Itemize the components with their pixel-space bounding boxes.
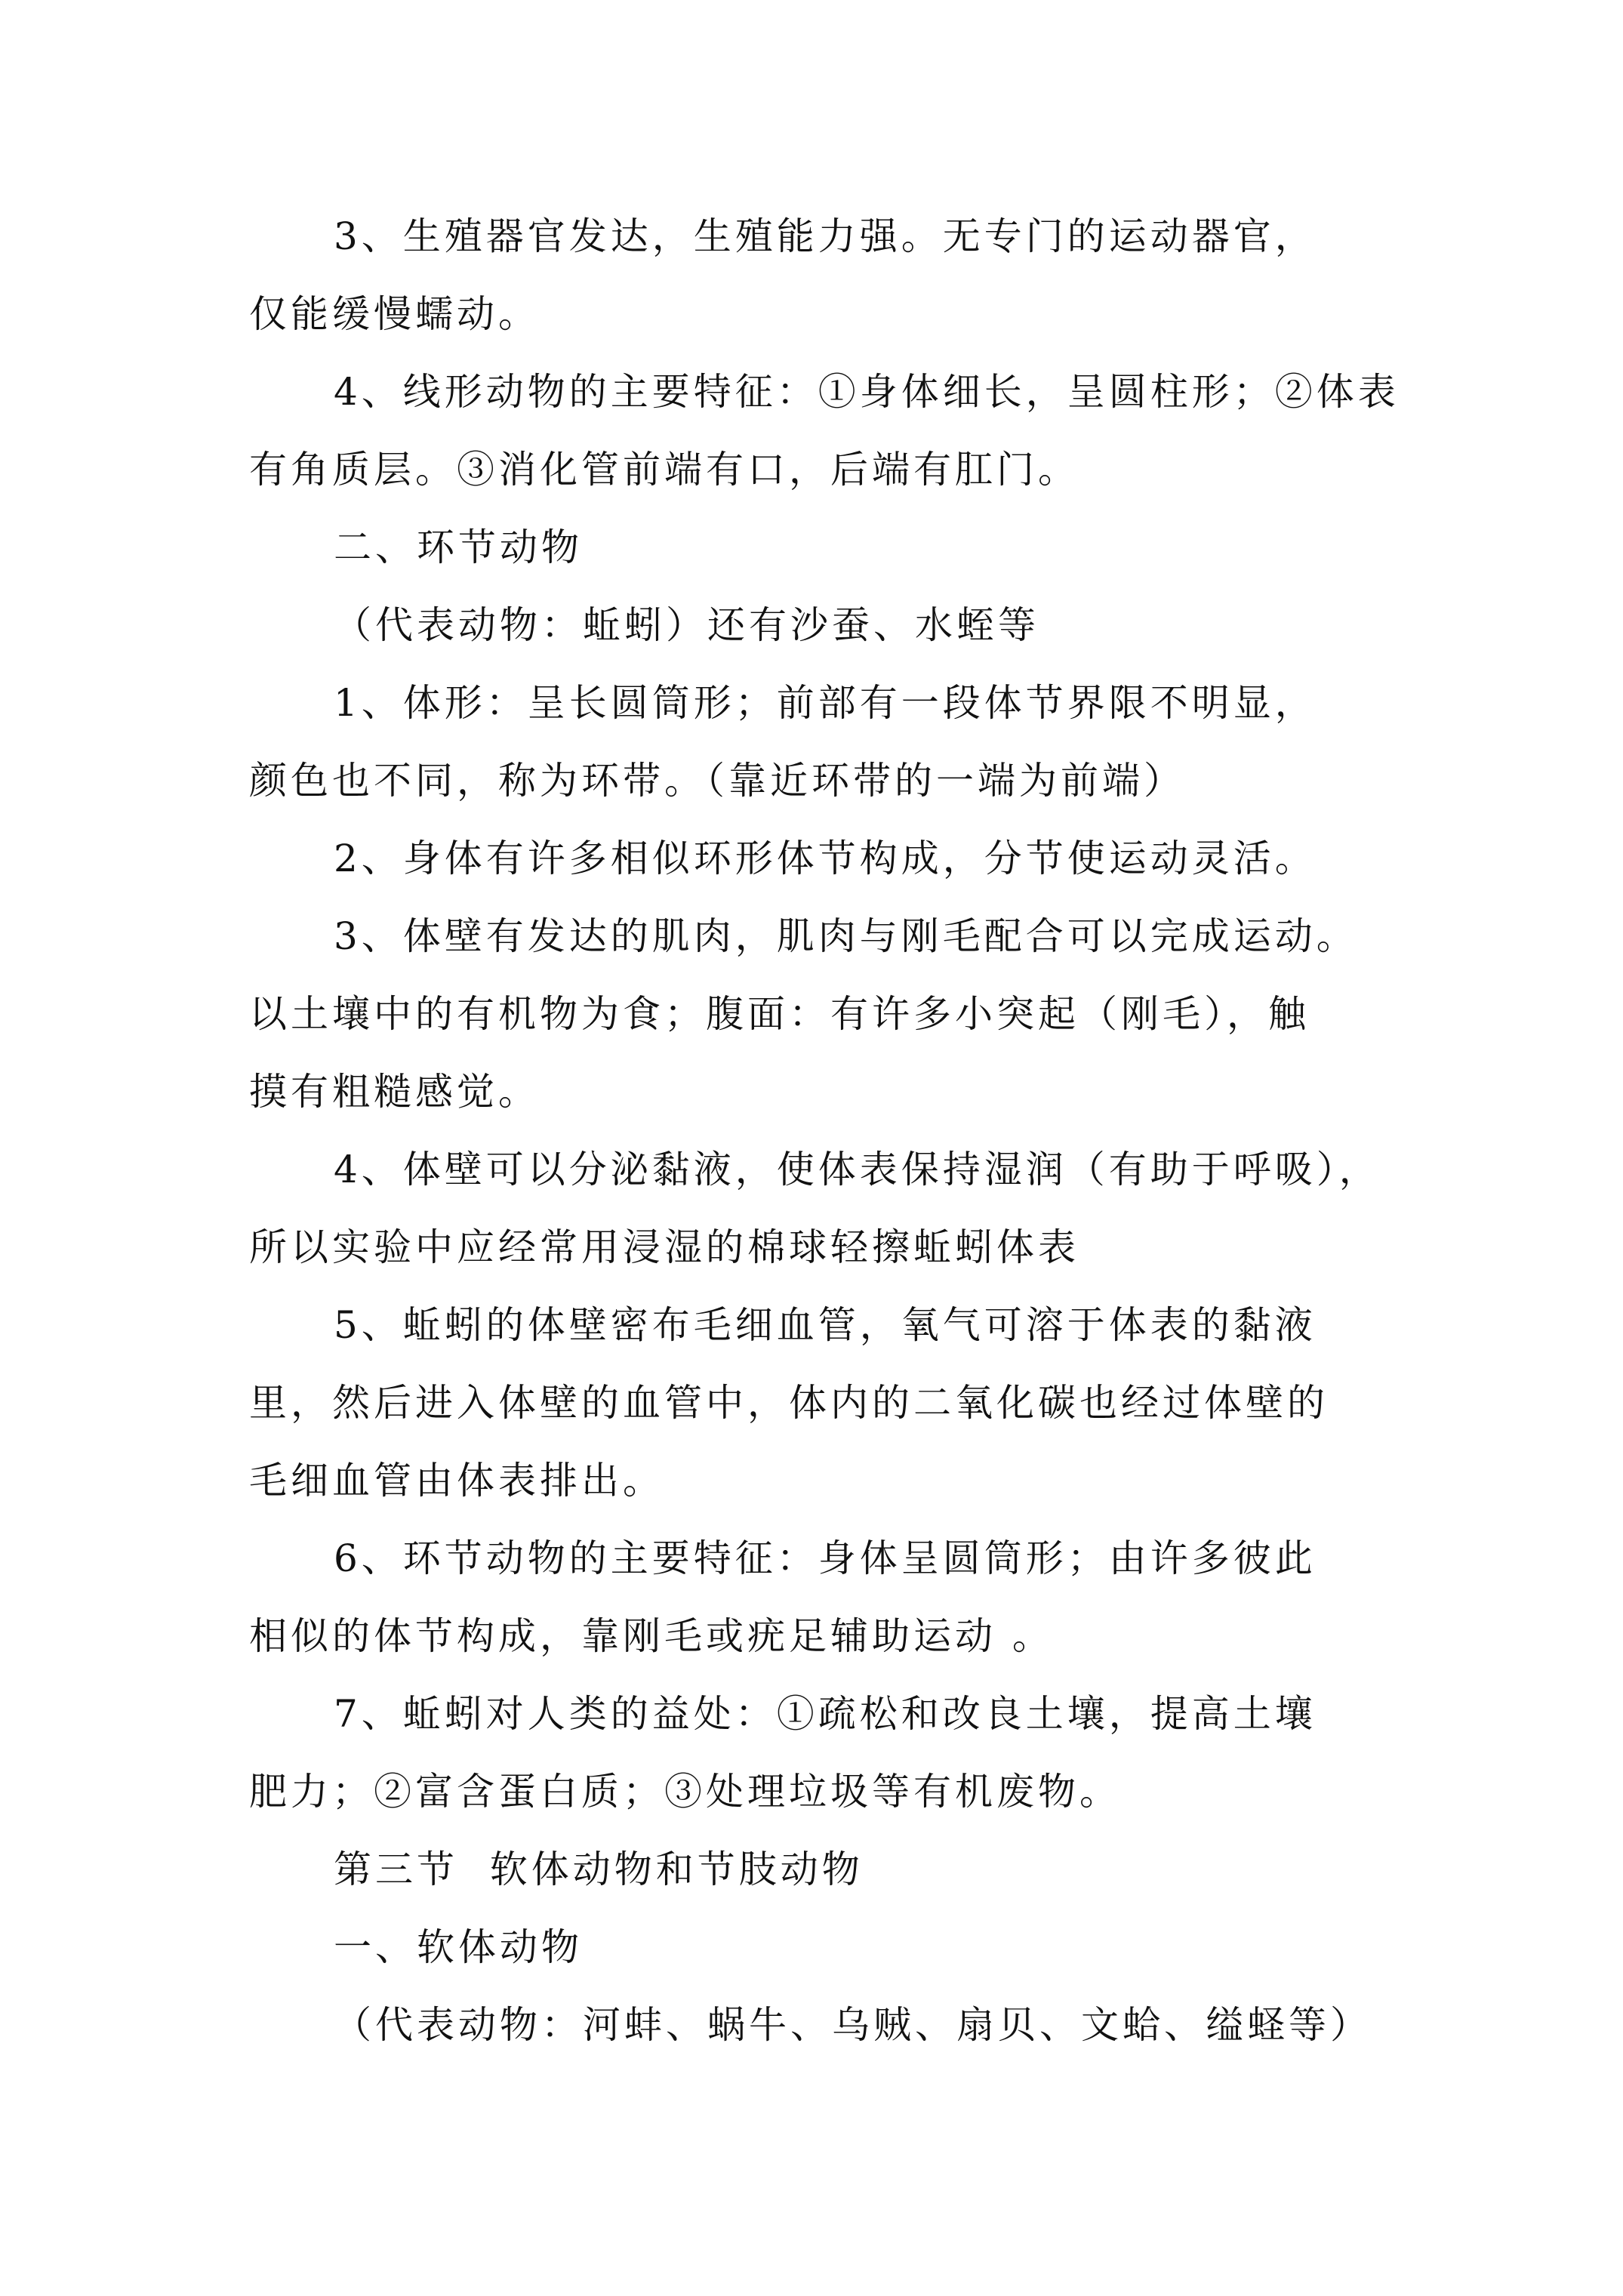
paragraph-nematode-features — [249, 353, 1442, 509]
paragraph-annelid-features — [249, 1520, 1442, 1675]
line: 相似的体节构成，靠刚毛或疣足辅助运动 。 — [249, 1614, 1054, 1658]
line: 3、体壁有发达的肌肉，肌肉与刚毛配合可以完成运动。 — [334, 914, 1358, 958]
paragraph-mucus — [249, 1131, 1442, 1287]
line: 里，然后进入体壁的血管中，体内的二氧化碳也经过体壁的 — [249, 1381, 1329, 1425]
line: 3、生殖器官发达，生殖能力强。无专门的运动器官， — [334, 214, 1317, 258]
document-body — [249, 198, 1442, 2064]
paragraph-mollusk-examples — [249, 1986, 1442, 2064]
line: 二、环节动物 — [334, 525, 583, 569]
line: 颜色也不同，称为环带。（靠近环带的一端为前端） — [249, 759, 1185, 803]
line: 7、蚯蚓对人类的益处：①疏松和改良土壤，提高土壤 — [334, 1692, 1317, 1736]
line: 1、体形：呈长圆筒形；前部有一段体节界限不明显， — [334, 681, 1317, 725]
line: 所以实验中应经常用浸湿的棉球轻擦蚯蚓体表 — [249, 1225, 1079, 1269]
line: 仅能缓慢蠕动。 — [249, 292, 540, 336]
line: 5、蚯蚓的体壁密布毛细血管，氧气可溶于体表的黏液 — [334, 1303, 1317, 1347]
line: 第三节 软体动物和节肢动物 — [334, 1848, 864, 1891]
line: （代表动物：蚯蚓）还有沙蚕、水蛭等 — [334, 603, 1039, 647]
line: 毛细血管由体表排出。 — [249, 1459, 664, 1502]
paragraph-body-shape — [249, 664, 1442, 820]
line: 6、环节动物的主要特征：身体呈圆筒形；由许多彼此 — [334, 1536, 1317, 1580]
line: 摸有粗糙感觉。 — [249, 1070, 540, 1114]
line: 以土壤中的有机物为食；腹面：有许多小突起（刚毛），触 — [249, 992, 1310, 1036]
section-heading-annelids — [249, 509, 1442, 587]
paragraph-representative-animals — [249, 587, 1442, 664]
line: （代表动物：河蚌、蜗牛、乌贼、扇贝、文蛤、缢蛏等） — [334, 2003, 1372, 2047]
paragraph-capillaries — [249, 1287, 1442, 1520]
line: 4、体壁可以分泌黏液，使体表保持湿润（有助于呼吸）， — [334, 1148, 1381, 1191]
paragraph-earthworm-benefits — [249, 1675, 1442, 1831]
section-heading-section-three — [249, 1831, 1442, 1909]
line: 一、软体动物 — [334, 1925, 583, 1969]
paragraph-reproduction — [249, 198, 1442, 353]
section-heading-mollusks — [249, 1909, 1442, 1986]
line: 有角质层。③消化管前端有口，后端有肛门。 — [249, 448, 1079, 492]
line: 肥力；②富含蛋白质；③处理垃圾等有机废物。 — [249, 1770, 1121, 1814]
line: 2、身体有许多相似环形体节构成，分节使运动灵活。 — [334, 837, 1317, 880]
line: 4、线形动物的主要特征：①身体细长，呈圆柱形；②体表 — [334, 370, 1400, 414]
paragraph-muscles — [249, 898, 1442, 1131]
paragraph-segments — [249, 820, 1442, 898]
